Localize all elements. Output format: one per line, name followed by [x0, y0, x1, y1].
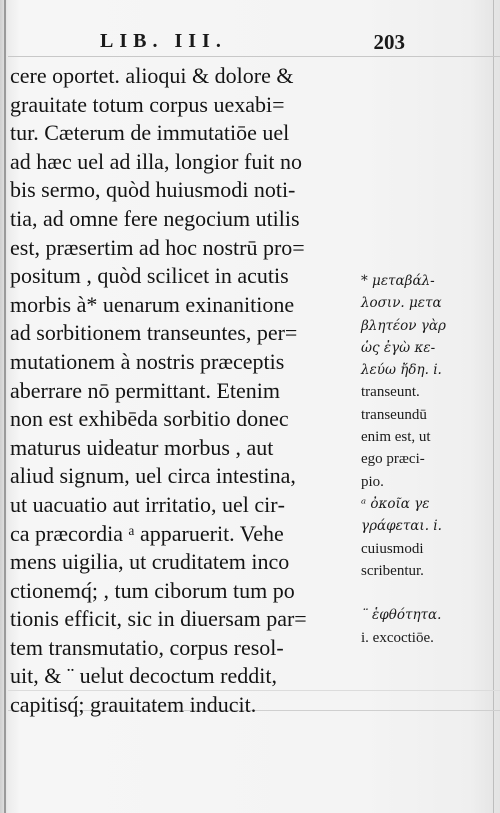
- margin-note-line: λεύω ἤδη. i.: [361, 362, 442, 379]
- text-line: maturus uideatur morbus , aut: [10, 434, 274, 460]
- margin-note-line: i. excoctiōe.: [361, 629, 434, 646]
- marginal-notes: [361, 270, 481, 649]
- margin-note-line: βλητέον γὰρ: [361, 317, 446, 334]
- margin-note-line: enim est, ut: [361, 429, 431, 446]
- text-line: uit, & ¨ uelut decoctum reddit,: [10, 663, 277, 689]
- text-line: morbis à* uenarum exinanitione: [10, 291, 295, 317]
- text-line: capitisq́; grauitatem inducit.: [10, 692, 257, 718]
- page-spine-edge: [4, 0, 6, 813]
- text-line: positum , quòd scilicet in acutis: [10, 263, 289, 289]
- running-head: LIB. III.: [100, 30, 227, 52]
- margin-note-line: scribentur.: [361, 562, 424, 579]
- text-line: ut uacuatio aut irritatio, uel cir‑: [10, 491, 285, 517]
- text-line: ctionemq́; , tum ciborum tum po: [10, 577, 295, 603]
- margin-note-line: γράφεται. i.: [361, 518, 442, 535]
- text-line: mens uigilia, ut cruditatem inco: [10, 549, 290, 575]
- margin-note-line: ¨ ἑφθότητα.: [361, 607, 442, 624]
- main-text-block: [10, 62, 360, 720]
- margin-note-line: ὡς ἐγὼ κε-: [361, 339, 436, 356]
- text-line: aberrare nō permittant. Etenim: [10, 377, 280, 403]
- text-line: ca præcordia ᵃ apparuerit. Vehe: [10, 520, 284, 546]
- text-line: tionis efficit, sic in diuersam par=: [10, 606, 307, 632]
- text-line: est, præsertim ad hoc nostrū pro=: [10, 234, 305, 260]
- margin-note-line: ᵃ ὀκοῖα γε: [361, 495, 430, 512]
- text-line: grauitate totum corpus uexabi=: [10, 91, 285, 117]
- header-rule: [8, 56, 500, 57]
- margin-note-line: transeundū: [361, 406, 427, 423]
- text-line: tia, ad omne fere negocium utilis: [10, 205, 300, 231]
- text-line: non est exhibēda sorbitio donec: [10, 406, 289, 432]
- margin-note-line: λοσιν. μετα: [361, 295, 442, 312]
- margin-note-line: ego præci-: [361, 451, 425, 468]
- margin-note-line: * μεταβάλ-: [361, 273, 435, 289]
- text-line: aliud signum, uel circa intestina,: [10, 463, 296, 489]
- text-line: bis sermo, quòd huiusmodi noti‑: [10, 177, 296, 203]
- margin-note-line: cuiusmodi: [361, 540, 424, 557]
- margin-note-line: pio.: [361, 473, 384, 490]
- text-line: ad hæc uel ad illa, longior fuit no: [10, 148, 303, 174]
- margin-note-line: [361, 582, 481, 604]
- page-right-edge: [493, 0, 494, 813]
- text-line: ad sorbitionem transeuntes, per=: [10, 320, 298, 346]
- text-line: tur. Cæterum de immutatiōe uel: [10, 120, 290, 146]
- text-line: tem transmutatio, corpus resol‑: [10, 634, 284, 660]
- page-number: 203: [373, 30, 405, 54]
- page-header: [100, 30, 405, 56]
- text-line: mutationem à nostris præceptis: [10, 348, 285, 374]
- margin-note-line: transeunt.: [361, 384, 420, 401]
- text-line: cere oportet. alioqui & dolore &: [10, 63, 294, 88]
